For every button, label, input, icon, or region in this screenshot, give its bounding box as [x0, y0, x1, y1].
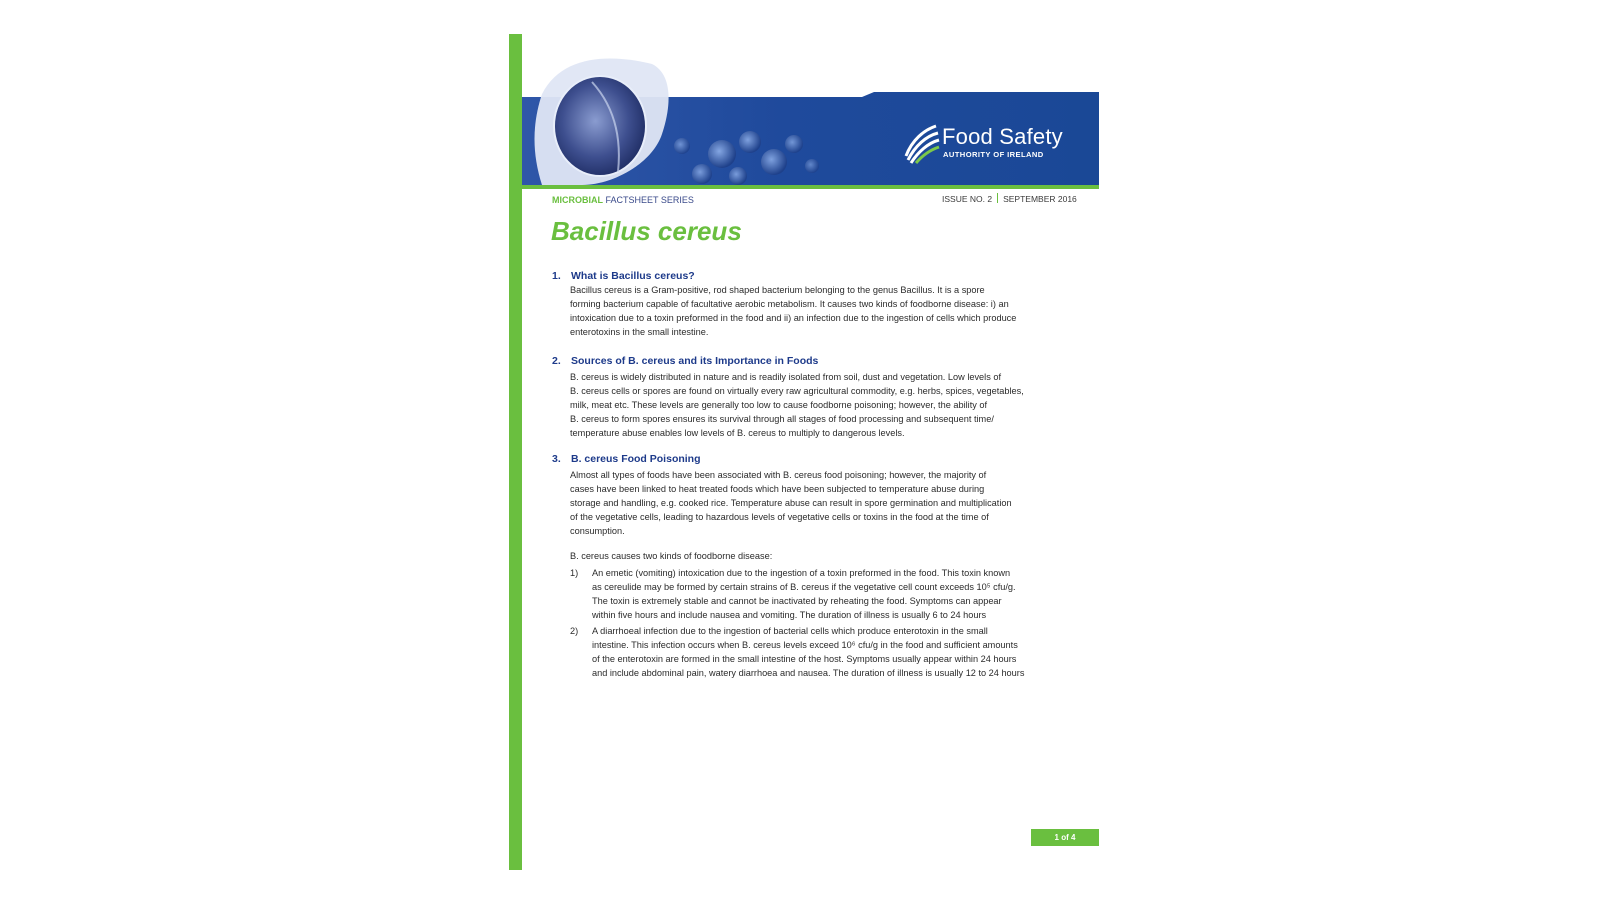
list-number: 2)	[570, 626, 579, 636]
issue-number: ISSUE NO. 2	[942, 194, 993, 204]
text-line: intestine. This infection occurs when B. cereus levels exceed 10⁶ cfu/g in the food and sufficient amounts	[592, 639, 1018, 650]
text-line: B. cereus is widely distributed in nature and is readily isolated from soil, dust and vegetation. Low levels of	[570, 372, 1002, 382]
green-side-bar	[509, 34, 522, 870]
document-title: Bacillus cereus	[551, 216, 742, 246]
section-3-intro: B. cereus causes two kinds of foodborne disease:	[570, 551, 773, 561]
text-line: and include abdominal pain, watery diarrhoea and nausea. The duration of illness is usually 12 to 24 hours	[592, 667, 1025, 678]
list-text	[592, 567, 1060, 623]
text-line: The toxin is extremely stable and cannot be inactivated by reheating the food. Symptoms can appear	[592, 595, 1002, 606]
section-title: B. cereus Food Poisoning	[571, 453, 701, 465]
text-line: storage and handling, e.g. cooked rice. Temperature abuse can result in spore germination and multiplication	[570, 497, 1012, 508]
list-item	[570, 625, 1060, 681]
text-line: consumption.	[570, 525, 625, 536]
text-line: B. cereus to form spores ensures its survival through all stages of food processing and subsequent time/	[570, 413, 994, 424]
list-number: 1)	[570, 568, 579, 578]
header-green-rule	[522, 185, 1099, 189]
section-3-heading	[552, 453, 701, 465]
text-line: of the enterotoxin are formed in the small intestine of the host. Symptoms usually appear within 24 hours	[592, 653, 1017, 664]
series-rest: FACTSHEET SERIES	[605, 195, 694, 205]
series-label	[552, 195, 694, 205]
issue-separator	[997, 193, 998, 203]
section-2-heading	[552, 355, 818, 367]
header-banner	[522, 34, 1099, 188]
text-line: as cereulide may be formed by certain strains of B. cereus if the vegetative cell count exceeds 10⁵ cfu/g.	[592, 581, 1016, 592]
issue-label	[942, 193, 1077, 204]
text-line: temperature abuse enables low levels of B. cereus to multiply to dangerous levels.	[570, 427, 905, 438]
text-line: within five hours and include nausea and vomiting. The duration of illness is usually 6 to 24 hours	[592, 609, 987, 620]
text-line: A diarrhoeal infection due to the ingestion of bacterial cells which produce enterotoxin in the small	[592, 626, 988, 636]
series-prefix: MICROBIAL	[552, 195, 603, 205]
section-number: 1.	[552, 270, 561, 282]
text-line: of the vegetative cells, leading to hazardous levels of vegetative cells or toxins in the food at the time of	[570, 511, 989, 522]
logo-title: Food Safety	[942, 124, 1063, 149]
page-number-badge: 1 of 4	[1031, 829, 1099, 846]
section-3-paragraph	[570, 469, 1060, 539]
text-line: An emetic (vomiting) intoxication due to the ingestion of a toxin preformed in the food. This toxin known	[592, 568, 1011, 578]
text-line: milk, meat etc. These levels are generally too low to cause foodborne poisoning; however, the ability of	[570, 399, 988, 410]
text-line: enterotoxins in the small intestine.	[570, 326, 709, 337]
section-2-paragraph	[570, 371, 1060, 441]
issue-date: SEPTEMBER 2016	[1003, 194, 1077, 204]
text-line: Almost all types of foods have been associated with B. cereus food poisoning; however, the majority of	[570, 470, 987, 480]
section-title: Sources of B. cereus and its Importance in Foods	[571, 355, 819, 367]
text-line: cases have been linked to heat treated foods which have been subjected to temperature abuse during	[570, 483, 985, 494]
section-1-heading	[552, 270, 695, 282]
text-line: Bacillus cereus is a Gram-positive, rod shaped bacterium belonging to the genus Bacillus. It is a spore	[570, 285, 985, 295]
text-line: forming bacterium capable of facultative aerobic metabolism. It causes two kinds of foodborne disease: i) an	[570, 298, 1009, 309]
section-number: 3.	[552, 453, 561, 465]
section-title: What is Bacillus cereus?	[571, 270, 695, 282]
text-line: intoxication due to a toxin preformed in the food and ii) an infection due to the ingestion of cells which produce	[570, 312, 1017, 323]
section-number: 2.	[552, 355, 561, 367]
text-line: B. cereus cells or spores are found on virtually every raw agricultural commodity, e.g. herbs, spices, vegetables,	[570, 385, 1024, 396]
fsai-logo	[902, 122, 1082, 168]
logo-subtitle: AUTHORITY OF IRELAND	[943, 150, 1044, 159]
fsai-logo-mark-icon	[902, 122, 940, 164]
list-item	[570, 567, 1060, 623]
section-1-paragraph	[570, 284, 1060, 340]
list-text	[592, 625, 1060, 681]
